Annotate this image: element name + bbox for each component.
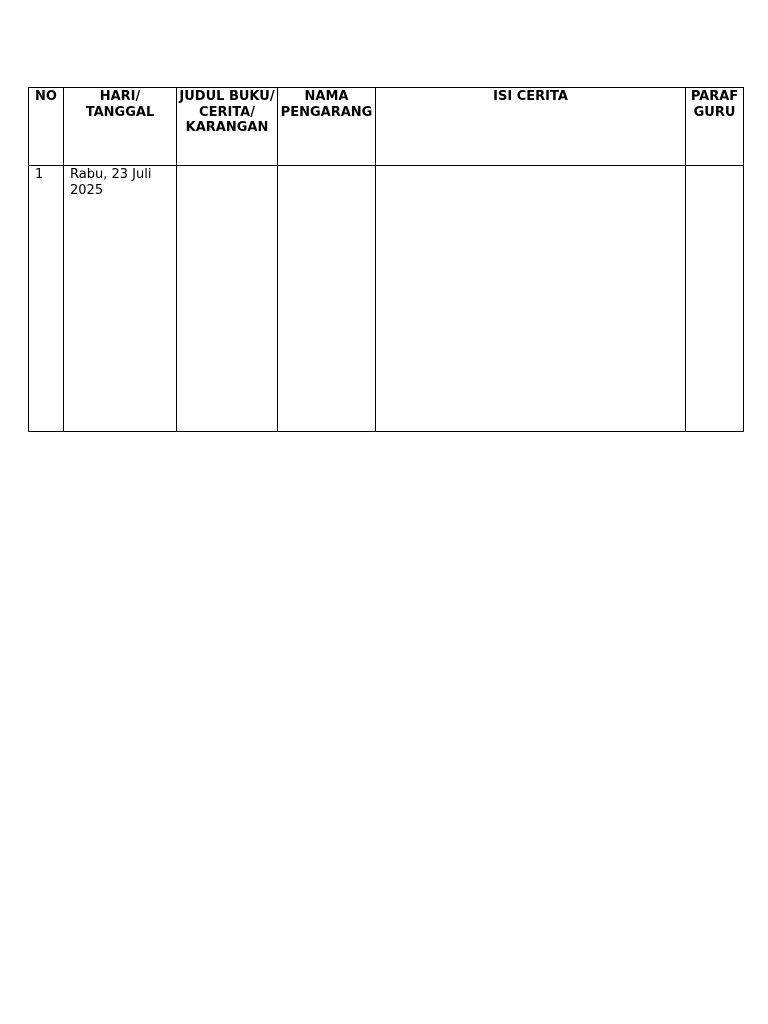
- header-paraf-guru: [686, 88, 744, 166]
- cell-nama-pengarang[interactable]: [278, 166, 376, 432]
- header-no: [29, 88, 64, 166]
- cell-paraf-guru-value: [686, 166, 743, 167]
- table-row: [29, 166, 744, 432]
- cell-nama-pengarang-value: [278, 166, 375, 167]
- cell-no: [29, 166, 64, 432]
- cell-judul[interactable]: [177, 166, 278, 432]
- cell-paraf-guru[interactable]: [686, 166, 744, 432]
- header-isi-cerita: [376, 88, 686, 166]
- header-judul: [177, 88, 278, 166]
- header-hari-tanggal-label: HARI/ TANGGAL: [85, 89, 155, 120]
- cell-no-value: 1: [35, 167, 44, 182]
- cell-hari-tanggal-value: Rabu, 23 Juli 2025: [70, 167, 152, 198]
- header-paraf-guru-label: PARAF GURU: [690, 89, 739, 120]
- reading-log-table: [28, 87, 744, 432]
- table-header-row: [29, 88, 744, 166]
- header-hari-tanggal: [64, 88, 177, 166]
- header-nama-pengarang: [278, 88, 376, 166]
- cell-judul-value: [177, 166, 277, 167]
- header-isi-cerita-label: ISI CERITA: [493, 89, 568, 104]
- header-no-label: NO: [35, 89, 57, 104]
- header-nama-pengarang-label: NAMA PENGARANG: [280, 89, 373, 120]
- cell-hari-tanggal: [64, 166, 177, 432]
- cell-isi-cerita-value: [376, 166, 685, 167]
- cell-isi-cerita[interactable]: [376, 166, 686, 432]
- header-judul-label: JUDUL BUKU/ CERITA/ KARANGAN: [179, 89, 275, 135]
